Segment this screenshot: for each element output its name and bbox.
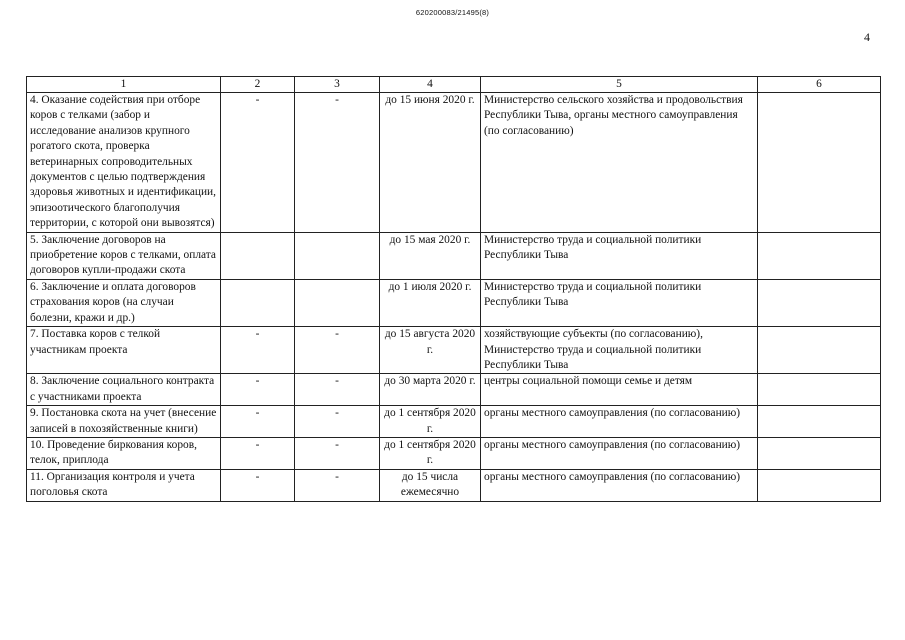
col2-cell: - [221,469,295,501]
column-header: 5 [481,77,758,93]
col6-cell [758,93,881,233]
col2-cell: - [221,93,295,233]
table-header-row [27,77,881,93]
col3-cell: - [295,93,380,233]
responsible-cell: органы местного самоуправления (по согласованию) [481,437,758,469]
table-row [27,406,881,438]
col3-cell: - [295,327,380,374]
task-cell: 6. Заключение и оплата договоров страхования коров (на случаи болезни, кражи и др.) [27,279,221,326]
col6-cell [758,469,881,501]
col6-cell [758,327,881,374]
responsible-cell: Министерство сельского хозяйства и продовольствия Республики Тыва, органы местного самоуправления (по согласованию) [481,93,758,233]
responsible-cell: органы местного самоуправления (по согласованию) [481,406,758,438]
col2-cell: - [221,374,295,406]
responsible-cell: центры социальной помощи семье и детям [481,374,758,406]
task-cell: 10. Проведение биркования коров, телок, приплода [27,437,221,469]
column-header: 3 [295,77,380,93]
column-header: 6 [758,77,881,93]
table-row [27,469,881,501]
task-cell: 9. Постановка скота на учет (внесение записей в похозяйственные книги) [27,406,221,438]
deadline-cell: до 30 марта 2020 г. [380,374,481,406]
responsible-cell: Министерство труда и социальной политики Республики Тыва [481,232,758,279]
task-cell: 4. Оказание содействия при отборе коров с телками (забор и исследование анализов крупного рогатого скота, проверка ветеринарных сопроводительных документов с целью подтверждения здоровья животных и идентификации, эпизоотического благополучия территории, с которой они вывозятся) [27,93,221,233]
task-cell: 5. Заключение договоров на приобретение коров с телками, оплата договоров купли-продажи скота [27,232,221,279]
column-header: 4 [380,77,481,93]
col6-cell [758,406,881,438]
deadline-cell: до 15 мая 2020 г. [380,232,481,279]
page-number: 4 [864,30,870,44]
responsible-cell: хозяйствующие субъекты (по согласованию), Министерство труда и социальной политики Республики Тыва [481,327,758,374]
col2-cell [221,232,295,279]
table-row [27,279,881,326]
col2-cell: - [221,406,295,438]
col6-cell [758,232,881,279]
task-cell: 11. Организация контроля и учета поголовья скота [27,469,221,501]
table-row [27,327,881,374]
col6-cell [758,279,881,326]
document-code: 620200083/21495(8) [415,8,490,17]
table-row [27,93,881,233]
col6-cell [758,374,881,406]
task-cell: 7. Поставка коров с телкой участникам проекта [27,327,221,374]
task-cell: 8. Заключение социального контракта с участниками проекта [27,374,221,406]
col3-cell: - [295,437,380,469]
deadline-cell: до 15 августа 2020 г. [380,327,481,374]
table-row [27,374,881,406]
deadline-cell: до 1 сентября 2020 г. [380,437,481,469]
col3-cell: - [295,374,380,406]
col3-cell: - [295,406,380,438]
col3-cell [295,232,380,279]
deadline-cell: до 15 июня 2020 г. [380,93,481,233]
responsible-cell: органы местного самоуправления (по согласованию) [481,469,758,501]
col2-cell [221,279,295,326]
column-header: 2 [221,77,295,93]
deadline-cell: до 1 сентября 2020 г. [380,406,481,438]
column-header: 1 [27,77,221,93]
table-row [27,232,881,279]
col3-cell: - [295,469,380,501]
responsible-cell: Министерство труда и социальной политики Республики Тыва [481,279,758,326]
plan-table [26,76,881,502]
col2-cell: - [221,327,295,374]
col2-cell: - [221,437,295,469]
col6-cell [758,437,881,469]
col3-cell [295,279,380,326]
deadline-cell: до 1 июля 2020 г. [380,279,481,326]
deadline-cell: до 15 числа ежемесячно [380,469,481,501]
table-row [27,437,881,469]
